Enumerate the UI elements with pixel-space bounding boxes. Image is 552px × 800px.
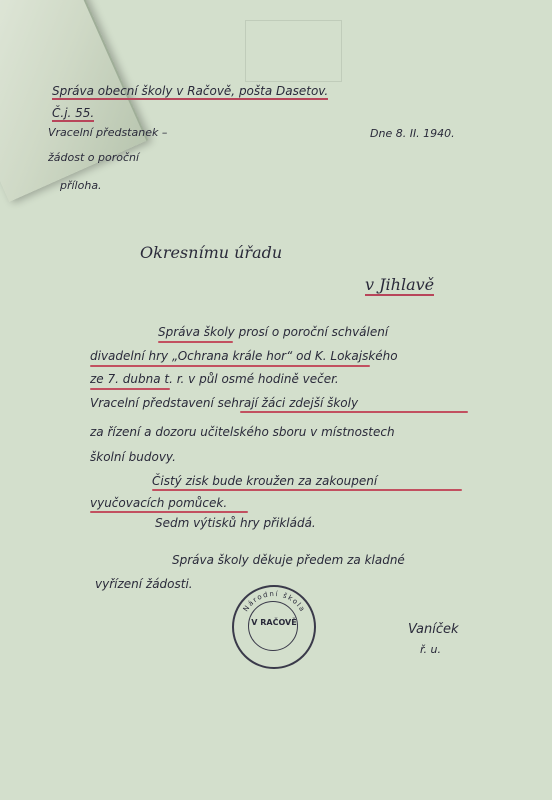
body-p2-line2: za řízení a dozoru učitelského sboru v místnostech xyxy=(90,425,395,439)
closing-line-1: Správa školy děkuje předem za kladné xyxy=(172,553,405,567)
body-p4-line1: Sedm výtisků hry přikládá. xyxy=(155,516,316,530)
curled-page-corner xyxy=(0,0,148,202)
subject-line-1: Vracelní předstanek – xyxy=(48,126,168,139)
official-stamp xyxy=(232,585,316,669)
body-p3-line2: vyučovacích pomůcek. xyxy=(90,496,228,510)
reference-number: Č.j. 55. xyxy=(52,106,95,120)
underline-mark xyxy=(152,489,462,491)
body-p2-line1: Vracelní představení sehrají žáci zdejší školy xyxy=(90,396,359,410)
subject-line-2: žádost o poroční xyxy=(48,151,140,164)
body-p1-line1: Správa školy prosí o poroční schválení xyxy=(158,325,389,339)
body-p3-line1: Čistý zisk bude kroužen za zakoupení xyxy=(152,474,378,488)
sender-line: Správa obecní školy v Račově, pošta Dasetov. xyxy=(52,84,329,98)
underline-mark xyxy=(158,341,233,343)
subject-line-3: příloha. xyxy=(60,179,102,192)
stamp-ring-label: Národní škola xyxy=(241,589,307,614)
underline-mark xyxy=(90,511,248,513)
addressee-line-2: v Jihlavě xyxy=(365,275,435,294)
body-p1-line2: divadelní hry „Ochrana krále hor“ od K. Lokajského xyxy=(90,349,398,363)
body-p2-line3: školní budovy. xyxy=(90,450,176,464)
date: Dne 8. II. 1940. xyxy=(370,127,455,140)
underline-mark xyxy=(90,365,370,367)
closing-line-2: vyřízení žádosti. xyxy=(95,577,193,591)
signature-title: ř. u. xyxy=(420,643,441,656)
underline-mark xyxy=(90,388,170,390)
signature: Vaníček xyxy=(408,622,459,637)
faded-stamp-ghost xyxy=(245,20,342,82)
addressee-line-1: Okresnímu úřadu xyxy=(140,243,283,262)
body-p1-line3: ze 7. dubna t. r. v půl osmé hodině večer. xyxy=(90,372,339,386)
underline-mark xyxy=(240,411,468,413)
stamp-center-text: V RAČOVĚ xyxy=(251,618,297,627)
